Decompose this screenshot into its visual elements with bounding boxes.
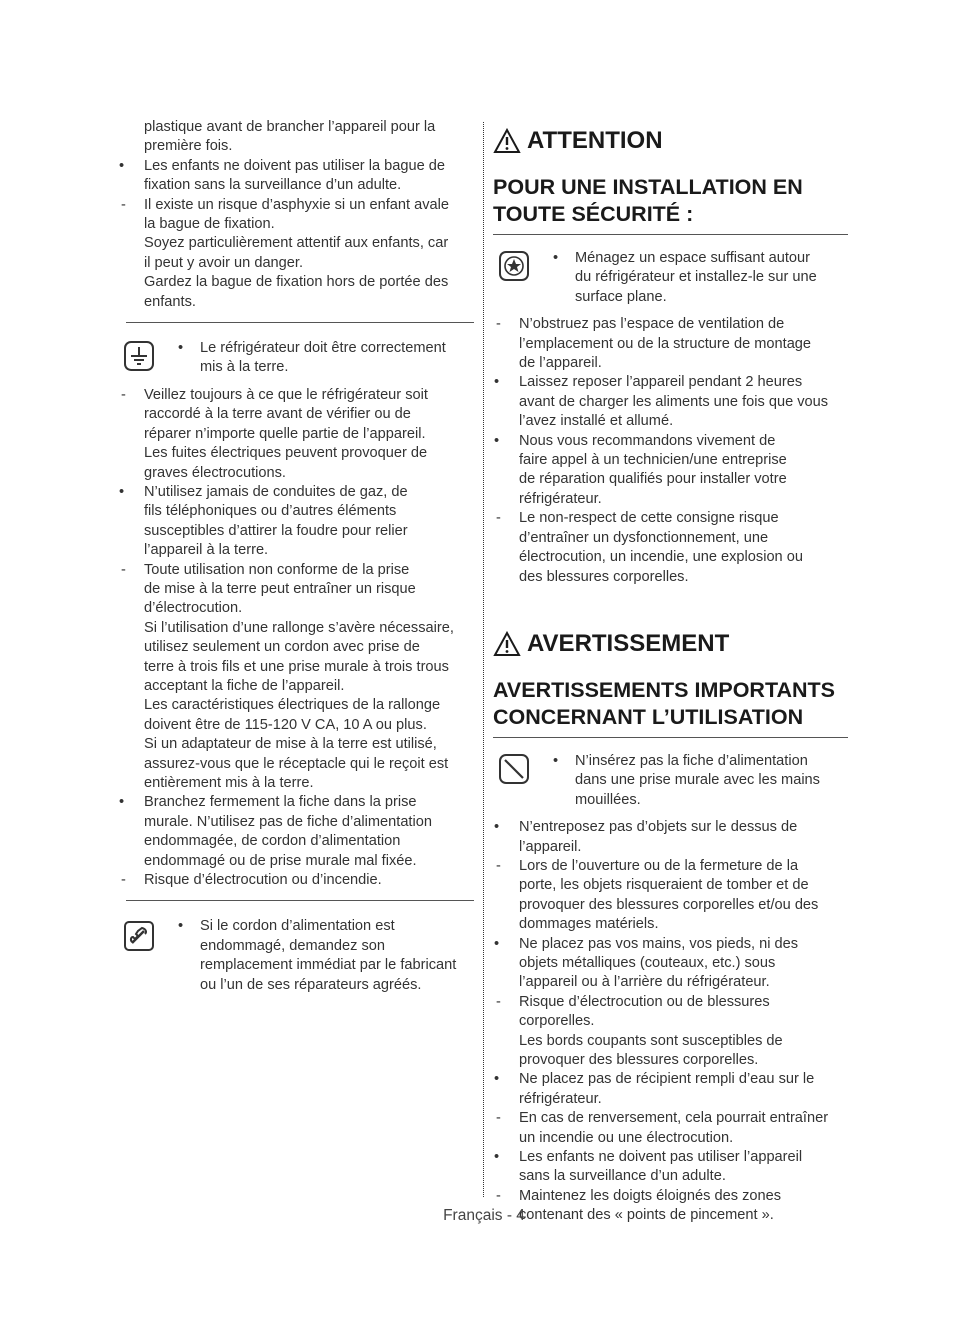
bullet-item [118,157,474,196]
intro-line: première fois. [144,138,233,155]
item-line: avant de charger les aliments une fois que vous [519,393,829,410]
dash-item [493,315,848,373]
dash-marker: - [121,561,126,578]
bullet-item [118,793,474,871]
prohibited-icon [497,752,531,786]
left-column [118,118,474,1003]
left-list-1 [118,157,474,312]
dash-marker: - [496,857,501,874]
dash-marker: - [496,1110,501,1127]
item-line: Risque d’électrocution ou d’incendie. [144,872,382,889]
warning-triangle-icon [493,128,521,154]
item-line: assurez-vous que le réceptacle qui le reçoit est [144,755,449,772]
bullet-item [493,373,848,431]
dash-marker: - [121,386,126,403]
item-line: sans la surveillance d’un adulte. [519,1168,726,1185]
section-title-line: AVERTISSEMENTS IMPORTANTS [493,677,836,702]
item-line: Le réfrigérateur doit être correctement [200,340,446,357]
item-line: endommagée, de cordon d’alimentation [144,833,401,850]
item-line: Ne placez pas vos mains, vos pieds, ni des [519,935,799,952]
item-line: Les caractéristiques électriques de la rallonge [144,697,441,714]
item-line: l’appareil. [519,838,582,855]
section-title-line: CONCERNANT L’UTILISATION [493,704,804,729]
section-rule [493,234,848,235]
item-line: il peut y avoir un danger. [144,254,304,271]
bullet-marker: • [494,1071,500,1088]
item-line: N’obstruez pas l’espace de ventilation de [519,316,785,333]
item-line: la bague de fixation. [144,216,275,233]
item-line: électrocution, un incendie, une explosion ou [519,549,803,566]
item-line: Laissez reposer l’appareil pendant 2 heures [519,374,803,391]
bullet-item [551,752,848,810]
bullet-item [118,483,474,561]
bullet-item [493,935,848,993]
item-line: Ne placez pas de récipient rempli d’eau sur le [519,1071,815,1088]
item-line: porte, les objets risqueraient de tomber et de [519,877,809,894]
item-line: provoquer des blessures corporelles et/ou des [519,896,819,913]
section-title-line: TOUTE SÉCURITÉ : [493,202,694,226]
item-line: Toute utilisation non conforme de la prise [144,561,410,578]
dash-item [118,386,474,483]
item-line: susceptibles d’attirer la foudre pour relier [144,522,408,539]
item-line: Soyez particulièrement attentif aux enfants, car [144,235,449,252]
item-line: murale. N’utilisez pas de fiche d’alimentation [144,813,432,830]
intro-text [118,118,474,157]
bullet-item [551,249,848,307]
dash-marker: - [496,510,501,527]
service-phone-icon [122,919,156,953]
item-line: mouillées. [575,791,641,808]
dash-item [118,871,474,890]
dash-item [493,1109,848,1148]
bullet-item [493,1148,848,1187]
installation-section-title [493,174,848,228]
item-line: ou l’un de ses réparateurs agréés. [200,976,422,993]
bullet-item [176,917,474,995]
item-line: N’utilisez jamais de conduites de gaz, de [144,483,408,500]
bullet-marker: • [494,935,500,952]
item-line: des blessures corporelles. [519,568,689,585]
item-line: objets métalliques (couteaux, etc.) sous [519,954,776,971]
item-line: de réparation qualifiés pour installer votre [519,471,787,488]
warning-title: AVERTISSEMENT [527,629,730,657]
item-line: Si un adaptateur de mise à la terre est utilisé, [144,736,437,753]
item-line: N’insérez pas la fiche d’alimentation [575,752,808,769]
item-line: l’appareil ou à l’arrière du réfrigérateur. [519,974,770,991]
column-divider [483,122,484,1197]
dash-marker: - [121,196,126,213]
bullet-marker: • [494,1149,500,1166]
bullet-marker: • [553,250,559,266]
item-line: contenant des « points de pincement ». [519,1207,774,1224]
item-line: Les bords coupants sont susceptibles de [519,1032,783,1049]
page-footer: Français - 4 [443,1207,525,1224]
item-line: de l’appareil. [519,355,602,372]
section-rule [126,322,474,323]
item-line: de mise à la terre peut entraîner un risque [144,580,416,597]
item-line: entièrement mis à la terre. [144,775,314,791]
attention-title: ATTENTION [527,127,663,154]
bullet-marker: • [494,432,500,449]
item-line: doivent être de 115-120 V CA, 10 A ou plus. [144,716,427,733]
item-line: du réfrigérateur et installez-le sur une [575,269,817,286]
item-line: acceptant la fiche de l’appareil. [144,677,345,694]
left-list-2 [118,386,474,891]
bullet-item [176,339,474,378]
warning-list [493,818,848,1226]
item-line: dommages matériels. [519,916,659,933]
item-line: Branchez fermement la fiche dans la prise [144,794,417,811]
item-line: réparer n’importe quelle partie de l’appareil. [144,425,426,442]
item-line: Ménagez un espace suffisant autour [575,250,811,266]
item-line: réfrigérateur. [519,1090,602,1107]
warning-heading [493,627,848,661]
dash-marker: - [496,993,501,1010]
item-line: faire appel à un technicien/une entreprise [519,452,787,469]
bullet-marker: • [494,819,500,836]
item-line: Les enfants ne doivent pas utiliser l’appareil [519,1149,803,1166]
item-line: utilisez seulement un cordon avec prise de [144,639,420,656]
item-line: terre à trois fils et une prise murale à trois trous [144,658,449,675]
section-rule [126,900,474,901]
bullet-marker: • [178,340,184,357]
bullet-marker: • [494,374,500,391]
warning-triangle-icon [493,631,521,657]
dash-item [118,196,474,312]
bullet-marker: • [553,752,559,769]
important-star-icon [497,249,531,283]
item-line: remplacement immédiat par le fabricant [200,957,457,974]
item-line: Si l’utilisation d’une rallonge s’avère nécessaire, [144,619,454,636]
dash-marker: - [121,872,126,889]
item-line: En cas de renversement, cela pourrait entraîner [519,1110,829,1127]
ground-icon [122,339,156,373]
usage-section-title [493,677,848,731]
bullet-item [493,818,848,857]
item-line: fils téléphoniques ou d’autres éléments [144,503,397,520]
item-line: Le non-respect de cette consigne risque [519,510,779,527]
item-line: endommagé ou de prise murale mal fixée. [144,852,417,869]
item-line: Lors de l’ouverture ou de la fermeture de la [519,857,799,874]
item-line: corporelles. [519,1013,595,1030]
item-line: Gardez la bague de fixation hors de portée des [144,274,449,291]
item-line: un incendie ou une électrocution. [519,1129,734,1146]
dash-marker: - [496,1187,501,1204]
ground-notice [118,339,474,378]
bullet-item [493,1070,848,1109]
item-line: surface plane. [575,288,667,305]
section-rule [493,737,848,738]
intro-line: plastique avant de brancher l’appareil pour la [144,119,436,135]
item-line: Veillez toujours à ce que le réfrigérateur soit [144,386,428,403]
item-line: l’appareil à la terre. [144,542,269,559]
bullet-marker: • [178,918,184,935]
item-line: Il existe un risque d’asphyxie si un enfant avale [144,196,450,213]
item-line: l’emplacement ou de la structure de montage [519,335,812,352]
item-line: Les enfants ne doivent pas utiliser la bague de [144,157,446,174]
item-line: Maintenez les doigts éloignés des zones [519,1187,782,1204]
attention-heading [493,124,848,158]
right-column [493,124,848,1226]
item-line: provoquer des blessures corporelles. [519,1052,759,1068]
dash-item [493,993,848,1071]
item-line: N’entreposez pas d’objets sur le dessus de [519,819,798,836]
item-line: d’électrocution. [144,600,243,617]
dash-item [493,509,848,587]
dash-marker: - [496,316,501,333]
item-line: endommagé, demandez son [200,937,385,954]
item-line: Les fuites électriques peuvent provoquer de [144,445,428,462]
section-title-line: POUR UNE INSTALLATION EN [493,175,803,199]
item-line: réfrigérateur. [519,490,602,507]
service-notice [118,917,474,995]
item-line: Si le cordon d’alimentation est [200,918,395,935]
item-line: mis à la terre. [200,359,289,376]
dash-item [493,857,848,935]
attention-list [493,315,848,587]
bullet-marker: • [119,483,125,500]
item-line: l’avez installé et allumé. [519,413,674,430]
item-line: raccordé à la terre avant de vérifier ou de [144,406,411,423]
bullet-marker: • [119,794,125,811]
install-notice [493,249,848,307]
item-line: enfants. [144,293,196,310]
bullet-marker: • [119,157,125,174]
item-line: Risque d’électrocution ou de blessures [519,993,770,1010]
item-line: dans une prise murale avec les mains [575,772,820,789]
item-line: fixation sans la surveillance d’un adulte. [144,177,402,194]
wet-hands-notice [493,752,848,810]
item-line: graves électrocutions. [144,464,286,481]
item-line: d’entraîner un dysfonctionnement, une [519,529,769,546]
dash-item [118,561,474,794]
bullet-item [493,432,848,510]
item-line: Nous vous recommandons vivement de [519,432,776,449]
